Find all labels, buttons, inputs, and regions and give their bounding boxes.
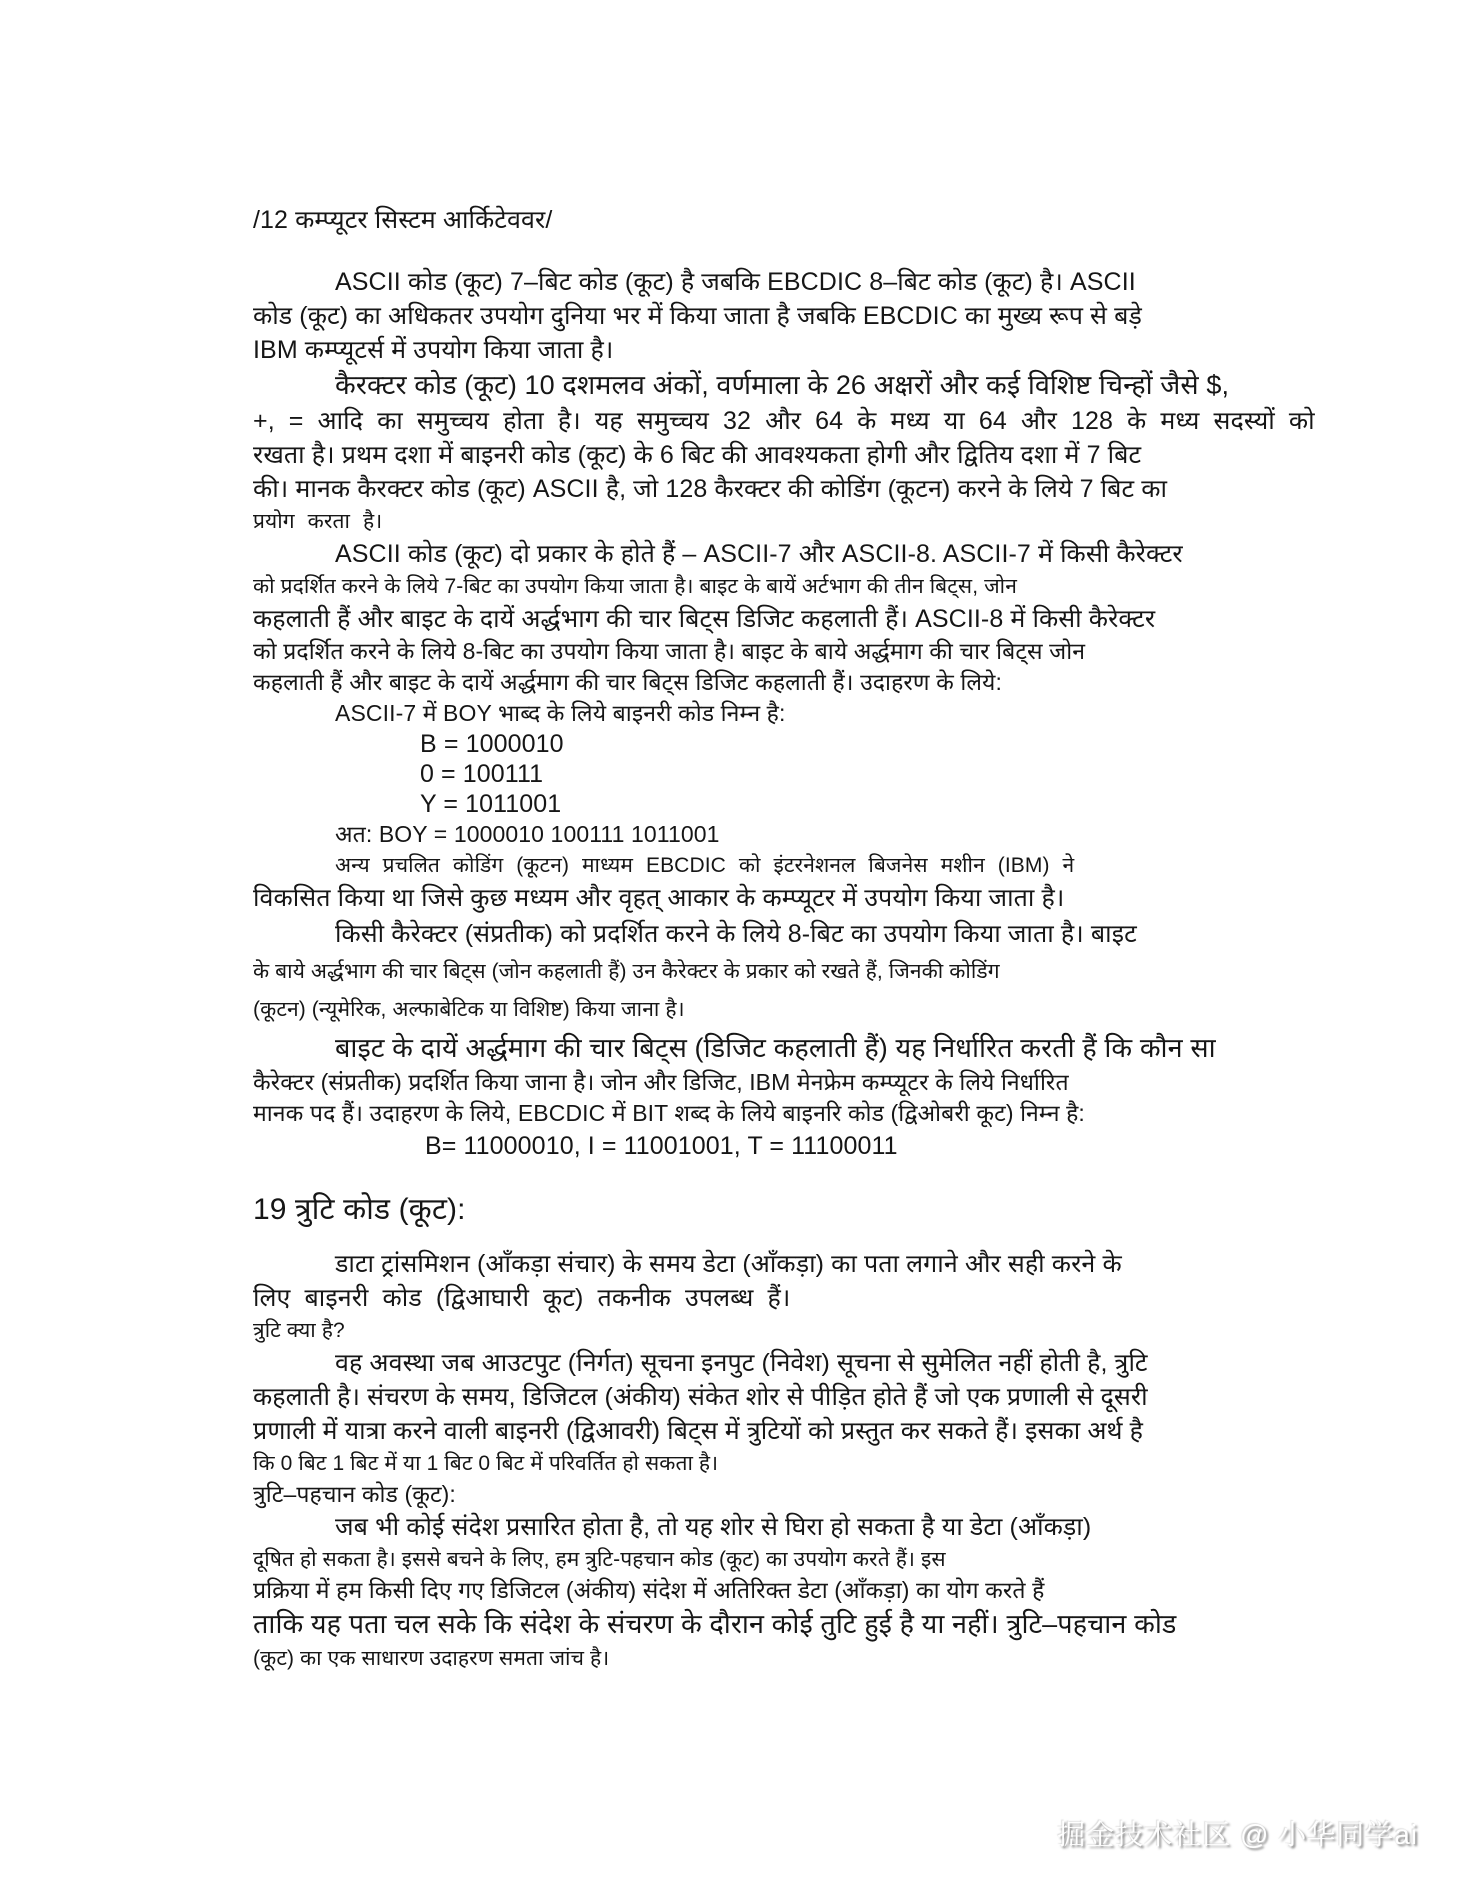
text-line: (कूट) का एक साधारण उदाहरण समता जांच है। [253, 1647, 610, 1670]
text-line: कहलाती हैं और बाइट के दायें अर्द्धभाग की चार बिट्स डिजिट कहलाती हैं। ASCII-8 में किसी कैरेक्टर [253, 605, 1156, 633]
section-heading: 19 त्रुटि कोड (कूट): [253, 1193, 466, 1226]
doc-header: /12 कम्प्यूटर सिस्टम आर्किटेववर/ [253, 206, 553, 234]
text-line: किसी कैरेक्टर (संप्रतीक) को प्रदर्शित करने के लिये 8-बिट का उपयोग किया जाता है। बाइट [335, 920, 1137, 948]
text-line: डाटा ट्रांसमिशन (आँकड़ा संचार) के समय डेटा (आँकड़ा) का पता लगाने और सही करने के [335, 1250, 1122, 1278]
text-line: प्रयोग करता है। [253, 510, 383, 533]
text-line: +, = आदि का समुच्चय होता है। यह समुच्चय 32 और 64 के मध्य या 64 और 128 के मध्य सदस्यों को [253, 407, 1315, 435]
text-line: कैरक्टर कोड (कूट) 10 दशमलव अंकों, वर्णमाला के 26 अक्षरों और कई विशिष्ट चिन्हों जैसे $, [335, 370, 1230, 400]
binary-code-line: Y = 1011001 [420, 790, 562, 818]
text-line: कि 0 बिट 1 बिट में या 1 बिट 0 बिट में परिवर्तित हो सकता है। [253, 1452, 719, 1475]
text-line: ताकि यह पता चल सके कि संदेश के संचरण के दौरान कोई तुटि हुई है या नहीं। त्रुटि–पहचान कोड [253, 1609, 1177, 1639]
binary-code-line: 0 = 100111 [420, 760, 544, 788]
text-line: प्रणाली में यात्रा करने वाली बाइनरी (द्विआवरी) बिट्स में त्रुटियों को प्रस्तुत कर सकते हैं। इसका अर्थ है [253, 1417, 1144, 1445]
text-line: अन्य प्रचलित कोडिंग (कूटन) माध्यम EBCDIC को इंटरनेशनल बिजनेस मशीन (IBM) ने [335, 854, 1075, 877]
text-line: प्रक्रिया में हम किसी दिए गए डिजिटल (अंकीय) संदेश में अतिरिक्त डेटा (आँकड़ा) का योग करते हैं [253, 1577, 1045, 1603]
text-line: को प्रदर्शित करने के लिये 7-बिट का उपयोग किया जाता है। बाइट के बायें अर्टभाग की तीन बिट्स, जोन [253, 575, 1017, 598]
text-line: ASCII कोड (कूट) 7–बिट कोड (कूट) है जबकि EBCDIC 8–बिट कोड (कूट) है। ASCII [335, 268, 1136, 296]
text-line: ASCII-7 में BOY भाब्द के लिये बाइनरी कोड निम्न है: [335, 700, 786, 726]
text-line: कैरेक्टर (संप्रतीक) प्रदर्शित किया जाना है। जोन और डिजिट, IBM मेनफ्रेम कम्प्यूटर के लिये निर्धारित [253, 1069, 1069, 1095]
text-line: वह अवस्था जब आउटपुट (निर्गत) सूचना इनपुट (निवेश) सूचना से सुमेलित नहीं होती है, त्रुटि [335, 1349, 1148, 1377]
binary-code-line: B= 11000010, I = 11001001, T = 11100011 [425, 1132, 898, 1160]
binary-code-line: B = 1000010 [420, 730, 564, 758]
text-line: त्रुटि–पहचान कोड (कूट): [253, 1481, 456, 1507]
text-line: कहलाती है। संचरण के समय, डिजिटल (अंकीय) संकेत शोर से पीड़ित होते हैं जो एक प्रणाली से दूसरी [253, 1383, 1148, 1411]
text-line: की। मानक कैरक्टर कोड (कूट) ASCII है, जो 128 कैरक्टर की कोडिंग (कूटन) करने के लिये 7 बिट का [253, 475, 1168, 503]
text-line: के बाये अर्द्धभाग की चार बिट्स (जोन कहलाती हैं) उन कैरेक्टर के प्रकार को रखते हैं, जिनकी कोडिंग [253, 960, 1000, 983]
text-line: बाइट के दायें अर्द्धमाग की चार बिट्स (डिजिट कहलाती हैं) यह निर्धारित करती हैं कि कौन सा [335, 1033, 1216, 1063]
text-line: IBM कम्प्यूटर्स में उपयोग किया जाता है। [253, 336, 614, 364]
watermark: 掘金技术社区 @ 小华同学ai [1057, 1819, 1418, 1850]
document-text-block [253, 203, 1315, 1674]
text-line: कहलाती हैं और बाइट के दायें अर्द्धमाग की चार बिट्स डिजिट कहलाती हैं। उदाहरण के लिये: [253, 669, 1002, 695]
text-line: कोड (कूट) का अधिकतर उपयोग दुनिया भर में किया जाता है जबकि EBCDIC का मुख्य रूप से बड़े [253, 302, 1142, 330]
text-line: लिए बाइनरी कोड (द्विआघारी कूट) तकनीक उपलब्ध हैं। [253, 1284, 791, 1312]
text-line: त्रुटि क्या है? [253, 1319, 345, 1342]
text-line: मानक पद हैं। उदाहरण के लिये, EBCDIC में BIT शब्द के लिये बाइनरि कोड (द्विओबरी कूट) निम्न है: [253, 1100, 1085, 1126]
text-line: को प्रदर्शित करने के लिये 8-बिट का उपयोग किया जाता है। बाइट के बाये अर्द्धमाग की चार बिट्स जोन [253, 638, 1086, 664]
text-line: जब भी कोई संदेश प्रसारित होता है, तो यह शोर से घिरा हो सकता है या डेटा (आँकड़ा) [335, 1513, 1092, 1541]
binary-code-line: अत: BOY = 1000010 100111 1011001 [335, 821, 720, 847]
text-line: विकसित किया था जिसे कुछ मध्यम और वृहत् आकार के कम्प्यूटर में उपयोग किया जाता है। [253, 884, 1065, 912]
text-line: (कूटन) (न्यूमेरिक, अल्फाबेटिक या विशिष्ट) किया जाना है। [253, 998, 685, 1021]
text-line: दूषित हो सकता है। इससे बचने के लिए, हम त्रुटि-पहचान कोड (कूट) का उपयोग करते हैं। इस [253, 1548, 946, 1571]
text-line: रखता है। प्रथम दशा में बाइनरी कोड (कूट) के 6 बिट की आवश्यकता होगी और द्वितिय दशा में 7 बिट [253, 441, 1142, 469]
text-line: ASCII कोड (कूट) दो प्रकार के होते हैं – ASCII-7 और ASCII-8. ASCII-7 में किसी कैरेक्टर [335, 540, 1183, 568]
